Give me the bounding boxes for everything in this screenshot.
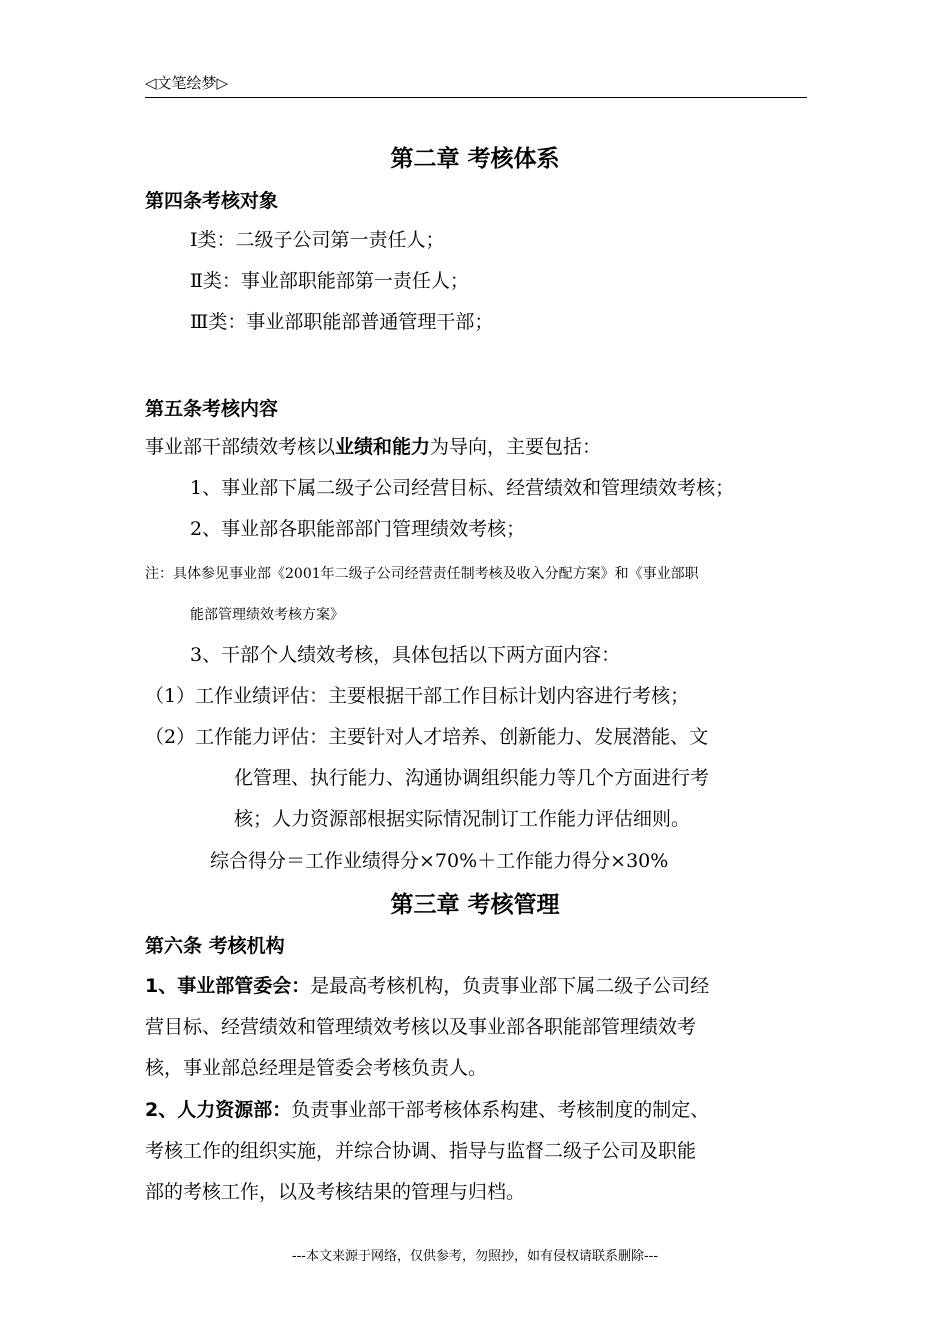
org-1-desc: 是最高考核机构，负责事业部下属二级子公司经 <box>310 975 710 997</box>
target-class-2: Ⅱ类：事业部职能部第一责任人； <box>190 270 469 292</box>
page-header: ◁文笔绘梦▷ <box>145 74 229 92</box>
target-class-1: Ⅰ类：二级子公司第一责任人； <box>190 229 445 251</box>
article-6-title: 第六条 考核机构 <box>145 935 285 957</box>
org-1-line-3: 核，事业部总经理是管委会考核负责人。 <box>145 1057 488 1079</box>
org-2-line-1 <box>145 1095 709 1122</box>
org-1-line-2: 营目标、经营绩效和管理绩效考核以及事业部各职能部管理绩效考 <box>145 1016 697 1038</box>
intro-post: 为导向，主要包括： <box>430 436 602 458</box>
org-2-line-2: 考核工作的组织实施，并综合协调、指导与监督二级子公司及职能 <box>145 1140 697 1162</box>
org-2-line-3: 部的考核工作，以及考核结果的管理与归档。 <box>145 1181 526 1203</box>
sub-item-2-line-2: 化管理、执行能力、沟通协调组织能力等几个方面进行考 <box>234 767 710 789</box>
content-item-3: 3、干部个人绩效考核，具体包括以下两方面内容： <box>190 644 621 666</box>
org-1-name: 1、事业部管委会： <box>145 975 311 997</box>
content-item-2: 2、事业部各职能部部门管理绩效考核； <box>190 518 526 540</box>
chapter-3-title: 第三章 考核管理 <box>390 892 560 918</box>
org-1-line-1 <box>145 971 709 998</box>
chapter-2-title: 第二章 考核体系 <box>390 146 560 172</box>
note-line-1: 注：具体参见事业部《2001年二级子公司经营责任制考核及收入分配方案》和《事业部职 <box>145 566 699 582</box>
header-rule <box>145 97 807 98</box>
sub-item-2-line-3: 核；人力资源部根据实际情况制订工作能力评估细则。 <box>234 808 691 830</box>
intro-pre: 事业部干部绩效考核以 <box>145 436 336 458</box>
target-class-3: Ⅲ类：事业部职能部普通管理干部； <box>190 311 494 333</box>
article-4-title: 第四条考核对象 <box>145 190 279 212</box>
org-2-name: 2、人力资源部： <box>145 1099 292 1121</box>
score-formula: 综合得分＝工作业绩得分×70%＋工作能力得分×30% <box>210 850 669 872</box>
sub-item-1: （1）工作业绩评估：主要根据干部工作目标计划内容进行考核； <box>145 685 690 707</box>
org-2-desc: 负责事业部干部考核体系构建、考核制度的制定、 <box>291 1099 710 1121</box>
sub-item-2-line-1: （2）工作能力评估：主要针对人才培养、创新能力、发展潜能、文 <box>145 726 709 748</box>
page-footer: ---本文来源于网络，仅供参考，勿照抄，如有侵权请联系删除--- <box>291 1249 659 1264</box>
content-item-1: 1、事业部下属二级子公司经营目标、经营绩效和管理绩效考核； <box>190 477 735 499</box>
article-5-intro <box>145 432 601 459</box>
article-5-title: 第五条考核内容 <box>145 398 279 420</box>
intro-bold: 业绩和能力 <box>335 436 431 458</box>
note-line-2: 能部管理绩效考核方案》 <box>190 607 344 623</box>
